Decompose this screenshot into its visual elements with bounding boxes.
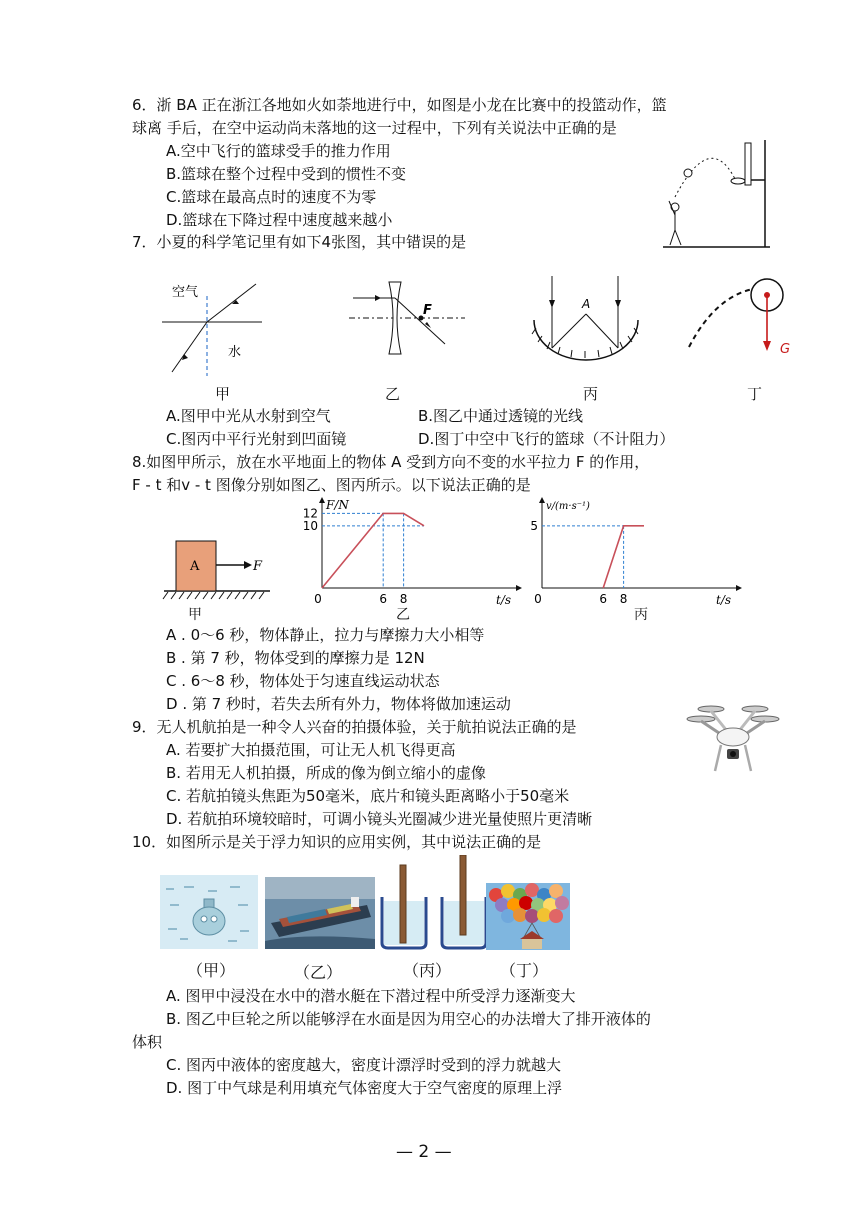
q6-option-b: B.篮球在整个过程中受到的惯性不变 bbox=[166, 165, 407, 183]
q9-stem: 9．无人机航拍是一种令人兴奋的拍摄体验，关于航拍说法正确的是 bbox=[132, 718, 577, 736]
q8-stem-line1: 8.如图甲所示，放在水平地面上的物体 A 受到方向不变的水平拉力 F 的作用， bbox=[132, 453, 650, 471]
q8-caption-jia: 甲 bbox=[188, 607, 202, 623]
q10-option-b-continued: 体积 bbox=[132, 1033, 163, 1051]
q7-figure-jia-refraction bbox=[160, 276, 265, 376]
q9-option-c: C. 若航拍镜头焦距为50毫米，底片和镜头距离略小于50毫米 bbox=[166, 787, 570, 805]
q9-option-a: A. 若要扩大拍摄范围，可让无人机飞得更高 bbox=[166, 741, 456, 759]
x-tick-label: 6 bbox=[599, 592, 608, 606]
q10-caption-bing: （丙） bbox=[403, 961, 452, 980]
q10-caption-jia: （甲） bbox=[187, 961, 236, 980]
q7-option-c: C.图丙中平行光射到凹面镜 bbox=[166, 430, 347, 448]
q8-option-c: C . 6～8 秒，物体处于匀速直线运动状态 bbox=[166, 672, 440, 690]
q8-option-b: B . 第 7 秒，物体受到的摩擦力是 12N bbox=[166, 649, 425, 667]
q7-option-d: D.图丁中空中飞行的篮球（不计阻力） bbox=[418, 430, 675, 448]
water-label: 水 bbox=[228, 345, 242, 360]
force-f-label: F bbox=[253, 559, 263, 574]
q8-option-a: A . 0～6 秒，物体静止，拉力与摩擦力大小相等 bbox=[166, 626, 485, 644]
q7-option-b: B.图乙中通过透镜的光线 bbox=[418, 407, 584, 425]
submarine-image bbox=[160, 875, 258, 949]
q7-figure-ding-basketball-gravity bbox=[685, 275, 800, 360]
q7-figure-bing-concave-mirror bbox=[530, 272, 642, 362]
q7-caption-jia: 甲 bbox=[215, 385, 231, 403]
q8-chart-f-t bbox=[300, 493, 525, 608]
q7-caption-bing: 丙 bbox=[583, 385, 599, 403]
drone-image bbox=[683, 697, 783, 782]
chart-vt-xlabel: t/s bbox=[716, 593, 732, 607]
balloon-house-image bbox=[486, 883, 570, 950]
x-tick-label: 8 bbox=[619, 592, 628, 606]
q7-stem: 7．小夏的科学笔记里有如下4张图，其中错误的是 bbox=[132, 233, 467, 251]
page-number: — 2 — bbox=[396, 1142, 452, 1162]
air-label: 空气 bbox=[172, 285, 199, 300]
q6-stem-line2: 球离 手后，在空中运动尚未落地的这一过程中，下列有关说法中正确的是 bbox=[132, 119, 617, 137]
q7-option-a: A.图甲中光从水射到空气 bbox=[166, 407, 331, 425]
q10-option-c: C. 图丙中液体的密度越大，密度计漂浮时受到的浮力就越大 bbox=[166, 1056, 562, 1074]
hydrometer-beaker-2 bbox=[438, 855, 490, 950]
q10-option-d: D. 图丁中气球是利用填充气体密度大于空气密度的原理上浮 bbox=[166, 1079, 563, 1097]
q6-option-c: C.篮球在最高点时的速度不为零 bbox=[166, 188, 377, 206]
y-tick-label: 5 bbox=[530, 518, 538, 533]
q6-option-a: A.空中飞行的篮球受手的推力作用 bbox=[166, 142, 391, 160]
q10-option-a: A. 图甲中浸没在水中的潜水艇在下潜过程中所受浮力逐渐变大 bbox=[166, 987, 576, 1005]
q7-caption-yi: 乙 bbox=[385, 385, 401, 403]
q8-chart-v-t bbox=[520, 493, 745, 608]
chart-ft-ylabel: F/N bbox=[326, 498, 349, 512]
y-tick-label: 10 bbox=[302, 518, 318, 533]
q6-stem-line1: 6．浙 BA 正在浙江各地如火如荼地进行中，如图是小龙在比赛中的投篮动作，篮 bbox=[132, 96, 667, 114]
block-a-label: A bbox=[190, 559, 200, 574]
x-tick-label: 6 bbox=[379, 592, 388, 606]
series-line bbox=[322, 513, 424, 588]
x-tick-label: 0 bbox=[534, 592, 542, 606]
q8-caption-bing: 丙 bbox=[634, 607, 648, 623]
q6-option-d: D.篮球在下降过程中速度越来越小 bbox=[166, 211, 393, 229]
q10-caption-yi: （乙） bbox=[294, 963, 343, 982]
ship-image bbox=[265, 877, 375, 949]
focus-label: F bbox=[423, 303, 432, 318]
q9-option-d: D. 若航拍环境较暗时，可调小镜头光圈减少进光量使照片更清晰 bbox=[166, 810, 593, 828]
q8-stem-line2: F - t 和v - t 图像分别如图乙、图丙所示。以下说法正确的是 bbox=[132, 476, 531, 494]
x-tick-label: 0 bbox=[314, 592, 322, 606]
q8-figure-jia-block bbox=[160, 530, 275, 620]
q8-option-d: D . 第 7 秒时，若失去所有外力，物体将做加速运动 bbox=[166, 695, 511, 713]
point-a-label: A bbox=[582, 297, 591, 311]
q8-caption-yi: 乙 bbox=[396, 607, 410, 623]
chart-vt-ylabel: v/(m·s⁻¹) bbox=[546, 501, 590, 512]
q9-option-b: B. 若用无人机拍摄，所成的像为倒立缩小的虚像 bbox=[166, 764, 486, 782]
y-tick-label: 12 bbox=[302, 506, 318, 521]
x-tick-label: 8 bbox=[399, 592, 408, 606]
hydrometer-beaker-1 bbox=[378, 855, 430, 950]
q7-figure-yi-concave-lens bbox=[345, 278, 470, 363]
basketball-shot-figure bbox=[655, 135, 775, 255]
q7-caption-ding: 丁 bbox=[747, 385, 763, 403]
gravity-label: G bbox=[780, 342, 791, 357]
chart-ft-xlabel: t/s bbox=[496, 593, 512, 607]
q10-caption-ding: （丁） bbox=[500, 961, 549, 980]
q10-option-b: B. 图乙中巨轮之所以能够浮在水面是因为用空心的办法增大了排开液体的 bbox=[166, 1010, 651, 1028]
q10-stem: 10．如图所示是关于浮力知识的应用实例，其中说法正确的是 bbox=[132, 833, 542, 851]
